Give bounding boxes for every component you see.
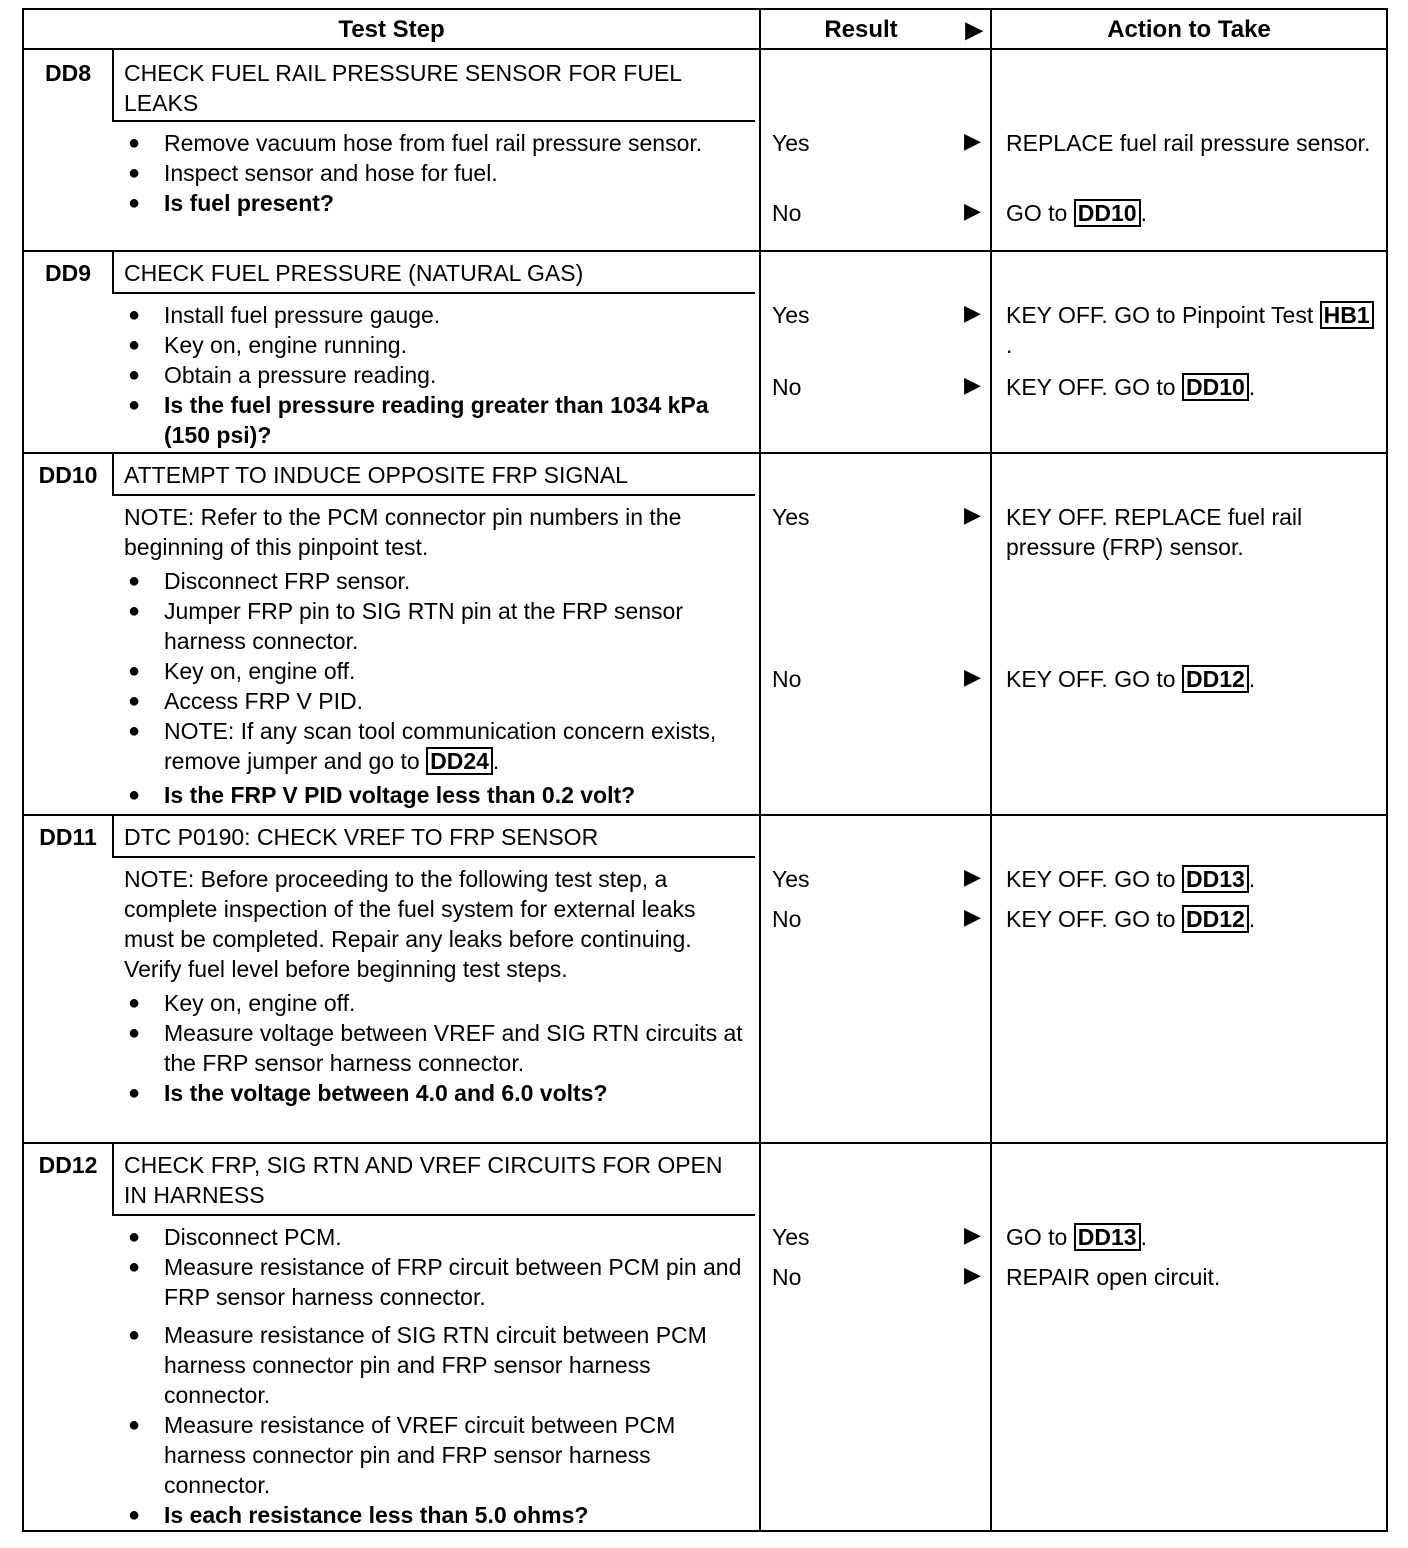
step-row-dd12 [22,1144,1388,1532]
ref-dd13[interactable]: DD13 [1074,1223,1141,1251]
result-yes: Yes [772,866,810,892]
arrow-icon: ▶ [964,904,981,929]
step-row-dd9 [22,252,1388,454]
ref-dd13[interactable]: DD13 [1182,865,1249,893]
step-row-dd10 [22,454,1388,816]
list-item: ● Obtain a pressure reading. [128,362,437,388]
step-id: DD8 [44,60,91,86]
action-yes: REPLACE fuel rail pressure sensor. [1006,130,1371,156]
list-item: ● Disconnect PCM. [128,1224,342,1250]
action-yes: KEY OFF. GO to DD13 . [1006,866,1256,892]
result-no: No [772,666,802,692]
header-arrow-icon: ▶ [965,17,983,42]
result-yes: Yes [772,302,810,328]
result-yes: Yes [772,1224,810,1250]
step-id: DD11 [39,824,97,850]
result-yes: Yes [772,130,810,156]
action-no: GO to DD10 . [1006,200,1147,226]
ref-dd12[interactable]: DD12 [1182,665,1249,693]
ref-hb1[interactable]: HB1 [1320,301,1374,329]
result-no: No [772,1264,802,1290]
list-item: ● Key on, engine running. [128,332,407,358]
list-item: ● Access FRP V PID. [128,688,363,714]
step-row-dd11 [22,816,1388,1144]
action-no: KEY OFF. GO to DD12 . [1006,906,1256,932]
header-test-step: Test Step [338,16,445,43]
arrow-icon: ▶ [964,502,981,527]
list-item: ● Measure resistance of VREF circuit between PCM harness connector pin and FRP sensor harness connector. [128,1412,676,1498]
step-list [124,128,744,218]
diagnostic-table [22,8,1388,1532]
step-title: CHECK FUEL RAIL PRESSURE SENSOR FOR FUEL LEAKS [124,60,682,116]
step-list [124,864,744,1108]
step-note: NOTE: Before proceeding to the following test step, a complete inspection of the fuel system for external leaks must be completed. Repair any leaks before continuing. Verify fuel level before beginning test steps. [124,866,696,982]
step-list [124,300,744,450]
ref-dd24[interactable]: DD24 [426,747,493,775]
list-item: ● Is each resistance less than 5.0 ohms? [128,1502,589,1528]
ref-dd12[interactable]: DD12 [1182,905,1249,933]
list-item: ● Remove vacuum hose from fuel rail pressure sensor. [128,130,703,156]
list-item: ● Is the fuel pressure reading greater than 1034 kPa (150 psi)? [128,392,709,448]
step-id: DD9 [44,260,91,286]
list-item: ● NOTE: If any scan tool communication concern exists, remove jumper and go to DD24 . [128,718,717,774]
arrow-icon: ▶ [964,1262,981,1287]
action-no: REPAIR open circuit. [1006,1264,1221,1290]
list-item: ● Is fuel present? [128,190,334,216]
step-title: CHECK FUEL PRESSURE (NATURAL GAS) [124,260,584,286]
list-item: ● Is the voltage between 4.0 and 6.0 volts? [128,1080,608,1106]
action-no: KEY OFF. GO to DD10 . [1006,374,1256,400]
step-id: DD10 [38,462,98,488]
step-title: ATTEMPT TO INDUCE OPPOSITE FRP SIGNAL [124,462,628,488]
arrow-icon: ▶ [964,198,981,223]
step-title: CHECK FRP, SIG RTN AND VREF CIRCUITS FOR OPEN IN HARNESS [124,1152,723,1208]
ref-dd10[interactable]: DD10 [1074,199,1141,227]
step-list [124,502,744,810]
list-item: ● Measure resistance of SIG RTN circuit between PCM harness connector pin and FRP sensor harness connector. [128,1322,707,1408]
step-note: NOTE: Refer to the PCM connector pin numbers in the beginning of this pinpoint test. [124,504,682,560]
list-item: ● Is the FRP V PID voltage less than 0.2 volt? [128,782,636,808]
list-item: ● Key on, engine off. [128,658,356,684]
action-yes: KEY OFF. GO to Pinpoint Test HB1. [1006,300,1376,360]
result-no: No [772,906,802,932]
arrow-icon: ▶ [964,864,981,889]
result-yes: Yes [772,504,810,530]
list-item: ● Inspect sensor and hose for fuel. [128,160,498,186]
action-yes: KEY OFF. REPLACE fuel rail pressure (FRP) sensor. [1006,504,1303,560]
step-list [124,1222,744,1530]
result-no: No [772,374,802,400]
ref-dd10[interactable]: DD10 [1182,373,1249,401]
header-action: Action to Take [1107,16,1271,43]
table-header [22,8,1388,50]
arrow-icon: ▶ [964,664,981,689]
arrow-icon: ▶ [964,372,981,397]
list-item: ● Jumper FRP pin to SIG RTN pin at the FRP sensor harness connector. [128,598,683,654]
step-id: DD12 [38,1152,98,1178]
header-result: Result [824,16,898,43]
step-title: DTC P0190: CHECK VREF TO FRP SENSOR [124,824,599,850]
list-item: ● Key on, engine off. [128,990,356,1016]
step-row-dd8 [22,50,1388,252]
arrow-icon: ▶ [964,128,981,153]
list-item: ● Install fuel pressure gauge. [128,302,441,328]
arrow-icon: ▶ [964,1222,981,1247]
action-yes: GO to DD13 . [1006,1224,1147,1250]
arrow-icon: ▶ [964,300,981,325]
action-no: KEY OFF. GO to DD12 . [1006,666,1256,692]
list-item: ● Measure voltage between VREF and SIG RTN circuits at the FRP sensor harness connector. [128,1020,743,1076]
result-no: No [772,200,802,226]
list-item: ● Measure resistance of FRP circuit between PCM pin and FRP sensor harness connector. [128,1254,742,1310]
list-item: ● Disconnect FRP sensor. [128,568,411,594]
